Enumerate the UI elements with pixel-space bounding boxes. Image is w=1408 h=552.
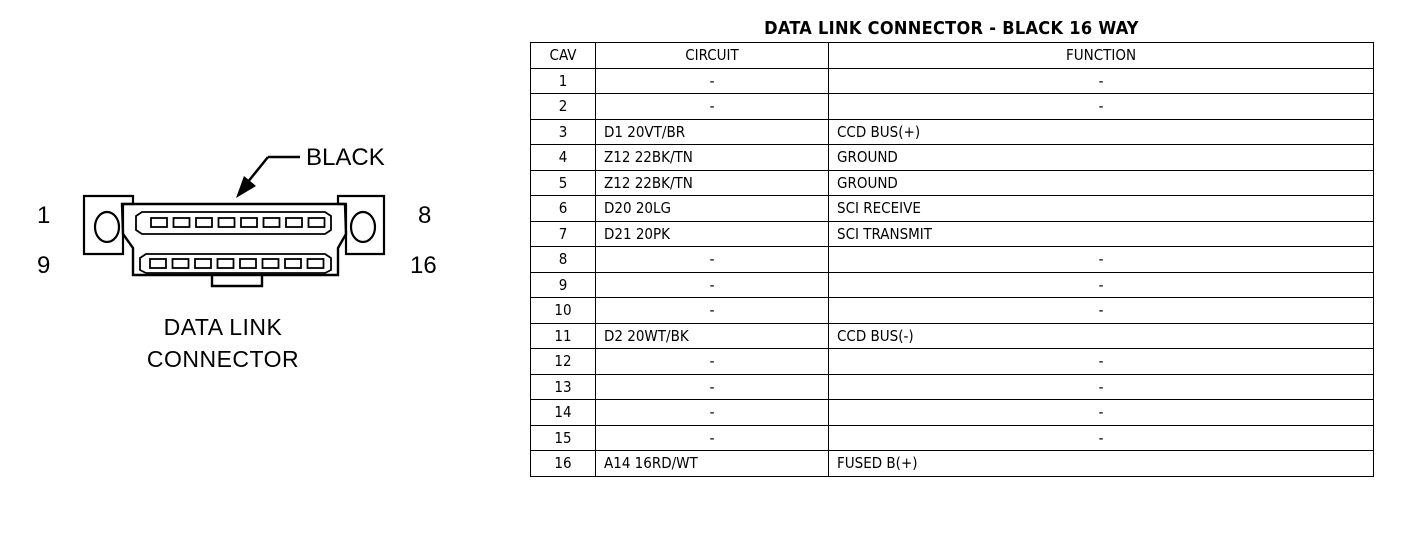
bottom-row-pin-cavity xyxy=(308,259,324,268)
cell-function: SCI TRANSMIT xyxy=(829,221,1374,247)
table-title: DATA LINK CONNECTOR - BLACK 16 WAY xyxy=(764,18,1139,39)
cell-function: SCI RECEIVE xyxy=(829,196,1374,222)
bottom-row-pin-cavity xyxy=(240,259,256,268)
connector-diagram xyxy=(0,0,520,552)
table-header-row xyxy=(531,43,1374,69)
cell-circuit: D2 20WT/BK xyxy=(596,323,829,349)
top-row-pin-cavity xyxy=(286,218,302,227)
cell-function: GROUND xyxy=(829,170,1374,196)
cell-circuit: - xyxy=(596,272,829,298)
cell-circuit: - xyxy=(596,247,829,273)
cell-circuit: - xyxy=(596,349,829,375)
cell-function: - xyxy=(829,68,1374,94)
pin-number-8-label: 8 xyxy=(418,202,432,229)
cell-circuit: D1 20VT/BR xyxy=(596,119,829,145)
pin-number-16-label: 16 xyxy=(410,252,437,279)
table-row xyxy=(531,272,1374,298)
cell-cav: 9 xyxy=(531,272,596,298)
bottom-row-pin-cavity xyxy=(285,259,301,268)
bottom-row-pin-cavity xyxy=(173,259,189,268)
cell-cav: 13 xyxy=(531,374,596,400)
cell-function: - xyxy=(829,374,1374,400)
pin-row-bottom xyxy=(150,259,324,268)
top-row-pin-cavity xyxy=(309,218,325,227)
cell-circuit: D20 20LG xyxy=(596,196,829,222)
top-row-pin-cavity xyxy=(241,218,257,227)
header-function: FUNCTION xyxy=(829,43,1374,69)
table-row xyxy=(531,374,1374,400)
cell-cav: 8 xyxy=(531,247,596,273)
cell-function: - xyxy=(829,247,1374,273)
pin-number-9-label: 9 xyxy=(37,252,51,279)
header-circuit: CIRCUIT xyxy=(596,43,829,69)
cell-cav: 16 xyxy=(531,451,596,477)
connector-drawing xyxy=(0,0,520,552)
table-row xyxy=(531,170,1374,196)
cell-function: - xyxy=(829,400,1374,426)
cell-circuit: D21 20PK xyxy=(596,221,829,247)
cell-cav: 5 xyxy=(531,170,596,196)
table-row xyxy=(531,323,1374,349)
top-row-pin-cavity xyxy=(196,218,212,227)
cell-circuit: - xyxy=(596,94,829,120)
cell-cav: 3 xyxy=(531,119,596,145)
table-row xyxy=(531,145,1374,171)
bottom-row-pin-cavity xyxy=(150,259,166,268)
cell-cav: 2 xyxy=(531,94,596,120)
table-row xyxy=(531,94,1374,120)
cell-cav: 1 xyxy=(531,68,596,94)
cell-function: GROUND xyxy=(829,145,1374,171)
cell-cav: 11 xyxy=(531,323,596,349)
cell-function: FUSED B(+) xyxy=(829,451,1374,477)
table-row xyxy=(531,425,1374,451)
cell-cav: 12 xyxy=(531,349,596,375)
table-row xyxy=(531,298,1374,324)
cell-function: - xyxy=(829,425,1374,451)
cell-circuit: - xyxy=(596,400,829,426)
cell-circuit: A14 16RD/WT xyxy=(596,451,829,477)
cell-function: - xyxy=(829,349,1374,375)
cell-function: CCD BUS(-) xyxy=(829,323,1374,349)
table-row xyxy=(531,221,1374,247)
bottom-row-pin-cavity xyxy=(195,259,211,268)
cell-circuit: - xyxy=(596,374,829,400)
bottom-row-pin-cavity xyxy=(218,259,234,268)
cell-circuit: Z12 22BK/TN xyxy=(596,170,829,196)
color-label-leader xyxy=(236,157,300,198)
diagram-caption-line2: CONNECTOR xyxy=(146,346,300,372)
cell-circuit: - xyxy=(596,298,829,324)
table-row xyxy=(531,349,1374,375)
cell-cav: 6 xyxy=(531,196,596,222)
cell-circuit: - xyxy=(596,68,829,94)
cell-cav: 4 xyxy=(531,145,596,171)
cell-circuit: Z12 22BK/TN xyxy=(596,145,829,171)
table-row xyxy=(531,451,1374,477)
table-row xyxy=(531,247,1374,273)
cell-cav: 10 xyxy=(531,298,596,324)
cell-circuit: - xyxy=(596,425,829,451)
top-row-pin-cavity xyxy=(219,218,235,227)
table-row xyxy=(531,196,1374,222)
top-row-pin-cavity xyxy=(264,218,280,227)
connector-color-label: BLACK xyxy=(306,144,385,171)
pinout-table xyxy=(530,42,1374,477)
table-row xyxy=(531,68,1374,94)
top-row-pin-cavity xyxy=(174,218,190,227)
cell-cav: 7 xyxy=(531,221,596,247)
cell-function: - xyxy=(829,272,1374,298)
pin-number-1-label: 1 xyxy=(37,202,51,229)
bottom-row-pin-cavity xyxy=(263,259,279,268)
header-cav: CAV xyxy=(531,43,596,69)
top-row-pin-cavity xyxy=(151,218,167,227)
cell-function: - xyxy=(829,94,1374,120)
cell-cav: 14 xyxy=(531,400,596,426)
cell-function: - xyxy=(829,298,1374,324)
table-row xyxy=(531,400,1374,426)
diagram-caption-line1: DATA LINK xyxy=(163,314,283,340)
cell-cav: 15 xyxy=(531,425,596,451)
cell-function: CCD BUS(+) xyxy=(829,119,1374,145)
pin-row-top xyxy=(151,218,325,227)
table-row xyxy=(531,119,1374,145)
